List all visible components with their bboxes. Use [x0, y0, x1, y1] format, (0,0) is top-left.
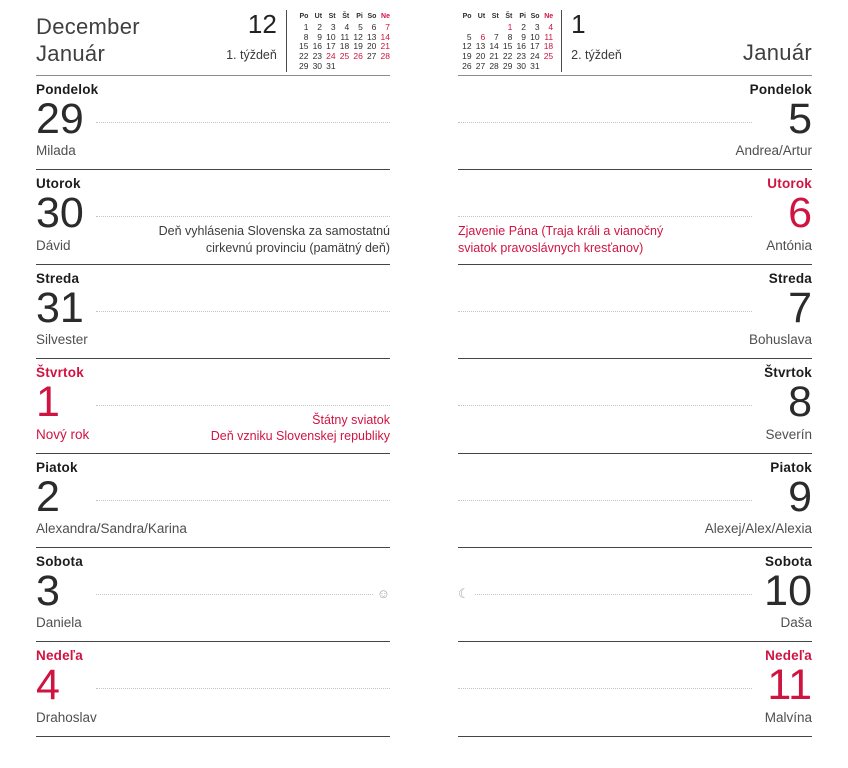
day-row — [36, 170, 390, 264]
name-day: Dávid — [36, 237, 71, 253]
page-header — [458, 8, 812, 76]
mini-calendar-day-header: Po — [299, 13, 309, 20]
mini-calendar-day: 6 — [371, 21, 377, 32]
day-row — [458, 76, 812, 170]
date-number: 1 — [36, 378, 60, 427]
holiday-note — [458, 223, 663, 256]
mini-calendar-day: 4 — [344, 21, 350, 32]
date-number: 6 — [788, 189, 812, 238]
mini-calendar-day: 8 — [303, 31, 309, 42]
name-day: Nový rok — [36, 426, 90, 442]
day-label: Sobota — [765, 553, 812, 569]
mini-calendar-day: 1 — [303, 21, 309, 32]
mini-calendar-day: 5 — [466, 31, 472, 42]
week-info — [226, 8, 286, 62]
day-label: Štvrtok — [764, 365, 812, 381]
week-number: 12 — [247, 9, 277, 39]
ruled-line — [475, 594, 752, 595]
date-number: 7 — [788, 283, 812, 332]
mini-calendar-day: 18 — [339, 41, 350, 52]
mini-calendar-day: 12 — [353, 31, 363, 42]
mini-calendar-day-header: St — [491, 13, 499, 20]
mini-calendar-day-header: St — [328, 13, 336, 20]
mini-calendar-day: 6 — [480, 31, 486, 42]
ruled-line — [458, 216, 752, 217]
ruled-line — [96, 594, 373, 595]
holiday-note-line: Deň vzniku Slovenskej republiky — [210, 429, 390, 444]
mini-calendar-day: 29 — [502, 60, 513, 71]
mini-calendar-day: 20 — [475, 51, 486, 62]
name-day: Daša — [780, 615, 812, 631]
mini-calendar-day: 13 — [366, 31, 377, 42]
mini-calendar-day-header: So — [367, 13, 377, 20]
mini-calendar-day: 19 — [353, 41, 363, 52]
mini-calendar — [458, 8, 561, 72]
day-rows — [36, 76, 390, 737]
day-label: Sobota — [36, 553, 83, 569]
week-info — [562, 8, 622, 62]
day-row — [36, 265, 390, 359]
name-day: Andrea/Artur — [735, 143, 812, 159]
month-title-line: Január — [742, 40, 812, 66]
day-row — [458, 265, 812, 359]
mini-calendar-day: 12 — [462, 41, 472, 52]
mini-calendar-day-header: Ne — [544, 13, 554, 20]
day-label: Streda — [36, 270, 80, 286]
ruled-line — [458, 122, 752, 123]
mini-calendar-day: 25 — [543, 51, 554, 62]
mini-calendar-day: 10 — [326, 31, 336, 42]
date-number: 4 — [36, 661, 60, 710]
mini-calendar-day: 13 — [475, 41, 486, 52]
date-number: 31 — [36, 283, 84, 332]
full-moon-icon: ☺ — [376, 585, 390, 601]
mini-calendar-day: 3 — [330, 21, 336, 32]
ruled-line — [458, 688, 752, 689]
mini-calendar-day: 21 — [489, 51, 499, 62]
day-row — [458, 359, 812, 453]
mini-calendar-day: 24 — [326, 51, 336, 62]
ruled-line — [96, 216, 390, 217]
mini-calendar-day: 23 — [312, 51, 323, 62]
ruled-line — [96, 500, 390, 501]
mini-calendar-day: 14 — [489, 41, 499, 52]
date-number: 11 — [767, 661, 812, 710]
holiday-note-line: sviatok pravoslávnych kresťanov) — [458, 240, 644, 255]
mini-calendar-day: 7 — [385, 21, 390, 32]
day-label: Pondelok — [36, 82, 99, 97]
mini-calendar-day: 16 — [312, 41, 323, 52]
date-number: 5 — [788, 95, 812, 143]
name-day: Severín — [765, 426, 812, 442]
name-day: Alexandra/Sandra/Karina — [36, 520, 187, 536]
name-day: Antónia — [766, 237, 812, 253]
mini-calendar-day: 17 — [530, 41, 540, 52]
day-label: Utorok — [36, 176, 81, 192]
day-label: Nedeľa — [765, 648, 812, 664]
mini-calendar-day-header: Št — [505, 13, 513, 20]
holiday-note-line: Deň vyhlásenia Slovenska za samostatnú — [158, 224, 390, 239]
day-row — [36, 454, 390, 548]
mini-calendar-day: 15 — [298, 41, 309, 52]
mini-calendar-day-header: Ne — [381, 13, 390, 20]
mini-calendar-day: 3 — [534, 21, 540, 32]
mini-calendar-day: 25 — [339, 51, 350, 62]
mini-calendar-day: 15 — [502, 41, 513, 52]
mini-calendar-day: 27 — [475, 60, 486, 71]
date-number: 3 — [36, 566, 60, 615]
mini-calendar-day: 2 — [317, 21, 323, 32]
week-number: 1 — [571, 9, 586, 39]
mini-calendar-day: 17 — [326, 41, 336, 52]
mini-calendar-day: 4 — [548, 21, 554, 32]
mini-calendar-day-header: Pi — [356, 13, 363, 20]
mini-calendar-day: 22 — [298, 51, 309, 62]
name-day: Bohuslava — [748, 332, 812, 348]
mini-calendar-day: 26 — [462, 60, 472, 71]
day-row — [36, 359, 390, 453]
mini-calendar-day: 21 — [380, 41, 390, 52]
month-title — [36, 8, 140, 68]
month-title — [743, 40, 812, 75]
mini-calendar-day: 11 — [544, 31, 554, 42]
name-day: Alexej/Alex/Alexia — [704, 520, 812, 536]
mini-calendar-day-header: So — [530, 13, 540, 20]
ruled-line — [96, 122, 390, 123]
mini-calendar-day: 16 — [516, 41, 526, 52]
mini-calendar-day: 18 — [543, 41, 554, 52]
day-label: Nedeľa — [36, 648, 83, 664]
ruled-line — [96, 688, 390, 689]
mini-calendar-day: 2 — [521, 21, 526, 32]
mini-calendar-day-header: Ut — [477, 13, 486, 20]
day-label: Streda — [768, 270, 812, 286]
date-number: 10 — [764, 566, 812, 615]
date-number: 2 — [36, 472, 60, 521]
ruled-line — [458, 405, 752, 406]
mini-calendar — [287, 8, 390, 72]
ruled-line — [458, 500, 752, 501]
page-header — [36, 8, 390, 76]
mini-calendar-day: 29 — [298, 60, 309, 71]
mini-calendar-day: 31 — [326, 60, 336, 71]
day-row — [458, 170, 812, 264]
mini-calendar-day: 5 — [358, 21, 363, 32]
date-number: 9 — [788, 472, 812, 521]
mini-calendar-day: 7 — [494, 31, 499, 42]
mini-calendar-day-header: Ut — [314, 13, 323, 20]
mini-calendar-day: 19 — [462, 51, 472, 62]
mini-calendar-day: 31 — [530, 60, 540, 71]
mini-calendar-day: 23 — [516, 51, 526, 62]
ruled-line — [96, 405, 390, 406]
mini-calendar-day: 1 — [507, 21, 513, 32]
date-number: 29 — [36, 95, 84, 143]
name-day: Malvína — [764, 709, 812, 725]
mini-calendar-day-header: Pi — [519, 13, 526, 20]
mini-calendar-day: 10 — [530, 31, 540, 42]
name-day: Daniela — [36, 615, 82, 631]
last-quarter-moon-icon: ☾ — [458, 585, 470, 601]
mini-calendar-day — [540, 62, 554, 72]
date-number: 30 — [36, 189, 84, 238]
day-label: Pondelok — [749, 82, 812, 97]
day-row — [36, 548, 390, 642]
mini-calendar-day: 26 — [353, 51, 363, 62]
mini-calendar-day: 11 — [340, 31, 350, 42]
day-row — [458, 548, 812, 642]
mini-calendar-day: 24 — [530, 51, 540, 62]
ruled-line — [458, 311, 752, 312]
mini-calendar-day: 30 — [516, 60, 526, 71]
day-rows — [458, 76, 812, 737]
day-label: Piatok — [770, 459, 812, 475]
mini-calendar-day: 9 — [521, 31, 526, 42]
day-label: Štvrtok — [36, 365, 84, 381]
name-day: Drahoslav — [36, 709, 97, 725]
month-title-line: Január — [36, 40, 106, 66]
ruled-line — [96, 311, 390, 312]
holiday-note-line: Štátny sviatok — [312, 413, 390, 428]
mini-calendar-day-header: Po — [462, 13, 472, 20]
month-title-line: December — [36, 14, 140, 39]
mini-calendar-day: 9 — [317, 31, 323, 42]
mini-calendar-day: 27 — [366, 51, 377, 62]
holiday-note — [159, 223, 390, 256]
mini-calendar-day: 28 — [489, 60, 499, 71]
mini-calendar-day: 30 — [312, 60, 323, 71]
mini-calendar-day — [349, 62, 363, 72]
name-day: Silvester — [36, 332, 88, 348]
holiday-note — [211, 412, 390, 445]
mini-calendar-day: 20 — [366, 41, 377, 52]
mini-calendar-day-header: Št — [342, 13, 350, 20]
name-day: Milada — [36, 143, 76, 159]
holiday-note-line: cirkevnú provinciu (pamätný deň) — [205, 240, 390, 255]
mini-calendar-day — [363, 62, 377, 72]
holiday-note-line: Zjavenie Pána (Traja králi a vianočný — [458, 224, 664, 239]
day-row — [458, 454, 812, 548]
mini-calendar-day — [336, 62, 350, 72]
mini-calendar-day — [376, 62, 390, 72]
mini-calendar-day: 14 — [380, 31, 390, 42]
mini-calendar-day: 28 — [380, 51, 390, 62]
day-label: Piatok — [36, 459, 78, 475]
mini-calendar-day: 8 — [507, 31, 513, 42]
mini-calendar-day: 22 — [502, 51, 513, 62]
week-label: 1. týždeň — [226, 47, 277, 62]
day-row — [458, 642, 812, 736]
week-label: 2. týždeň — [571, 47, 622, 62]
day-row — [36, 642, 390, 736]
day-label: Utorok — [767, 176, 812, 192]
day-row — [36, 76, 390, 170]
page-right — [424, 0, 848, 768]
date-number: 8 — [788, 378, 812, 427]
